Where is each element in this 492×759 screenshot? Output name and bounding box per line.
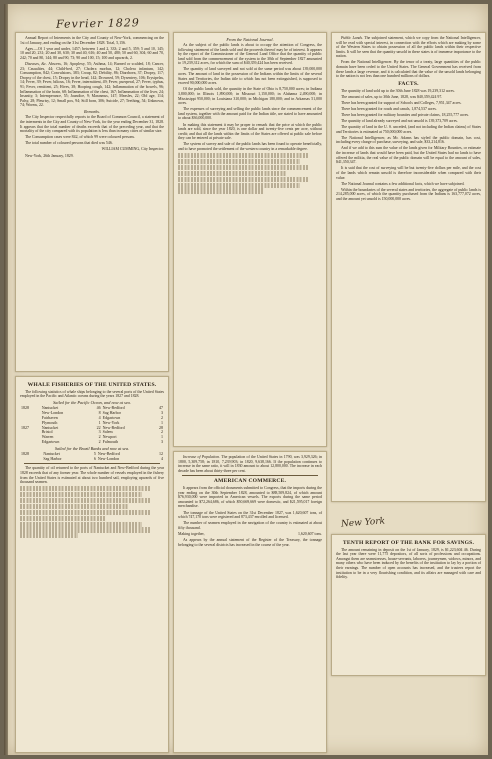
lands-sales-p3: Of the public lands sold, the quantity in the State of Ohio is 8,750,000 acres; in Indiana 3,800,000; in Illinois 1,890,000; in Missouri 1,150,000; in Alabama 2,490,000; in Mississippi 950,000; in Louisiana 310,000; in Michigan 180,000; and in Arkansas 51,000 acres.	[178, 87, 322, 106]
facts-list	[336, 89, 481, 135]
public-lands-p3: The National Intelligencer, as Mr. Adams has styled the public domain, has cost, including every charge of purchase, surveying, and sale, $33,214,816.	[336, 135, 481, 145]
remarks-text: The City Inspector respectfully reports to the Board of Common Council, a statement of the interments in the City and County of New-York, for the year ending December 31, 1828. It appears that the total number of deaths exceeds that of the preceding year, and that the mortality of the city compared with its population is less than in many cities of similar size.	[20, 115, 164, 134]
illegible-text	[20, 510, 150, 515]
table-cell: 2	[161, 429, 163, 435]
table-cell: 47	[159, 405, 163, 411]
table-cell: 6	[93, 455, 96, 461]
population-text: Increase of Population. The population of the United States in 1790, was 3,929,326; in 1800, 5,309,758; in 1810, 7,239,903; in 1820, 9,638,166. If the population continues to increase in the same ratio, it will in 1830 amount to about 12,800,000. The increase in each decade has been about thirty-three per cent.	[178, 455, 322, 473]
table-cell: 3	[98, 429, 101, 435]
illegible-text	[178, 165, 308, 170]
place-date: New-York, 26th January, 1829.	[25, 153, 74, 158]
illegible-text	[178, 177, 308, 182]
lands-sales-p5: In making this statement it may be proper to remark that the price at which the public lands are sold, since the year 1820, is one dollar and twenty-five cents per acre, without credit; and that all the lands within the limits of the States are offered at public sale before they can be entered at private sale.	[178, 122, 322, 141]
table-cell: New-Bedford	[102, 424, 125, 430]
illegible-text	[178, 159, 300, 164]
commerce-text: It appears from the official documents submitted to Congress, that the imports during the year ending on the 30th September 1828, amounted to $88,509,824, of which amount $76,930,000 were imported in American vessels. The exports during the same period amounted to $72,264,686, of which $50,669,669 were domestic, and $21,595,017 foreign merchandise.	[178, 486, 322, 509]
whale-fisheries-intro: The following statistics of whale ships belonging to the several ports of the United States employed in the Pacific and Atlantic oceans during the years 1827 and 1828.	[20, 389, 164, 399]
table-cell: 3	[161, 438, 163, 444]
clipping-public-lands-sales	[173, 32, 327, 447]
lands-sales-intro: As the subject of the public lands is about to occupy the attention of Congress, the following statement of the lands sold and the proceeds thereof may be of interest. It appears by the report of the Commissioner of the General Land Office that the quantity of public land sold from the commencement of the system to the 30th of September 1827 amounted to 19,239,312 acres, for which the sum of $40,359,424 has been received.	[178, 43, 322, 66]
commerce-text-3: The tonnage of the United States on the 31st December 1827, was 1,620,607 tons, of which 747,170 tons were registered and 873,437 enrolled and licensed.	[178, 510, 322, 520]
table-cell: Salem	[102, 429, 113, 435]
population-heading: Increase of Population.	[183, 455, 221, 459]
clipping-population-commerce	[173, 451, 327, 753]
table-cell: 4	[161, 455, 163, 461]
table-cell: 2	[161, 414, 163, 420]
table-cell: 1828	[21, 450, 29, 456]
table-cell: 8	[98, 410, 101, 416]
table-cell: Sag Harbor	[43, 455, 62, 461]
bank-savings-heading: TENTH REPORT OF THE BANK FOR SAVINGS.	[342, 540, 475, 546]
table-cell	[20, 440, 41, 445]
table-cell: 46	[96, 405, 101, 411]
bank-savings-text: The amount remaining in deposit on the 1st of January, 1829, is $1,223,604 46. During the last year there were 11,775 depositors, of all sorts of professions and occupations. Amongst them are seamstresses, house-servants, laborers, journeymen, widows, minors, and many others who have been induced by the benefits of the institution to lay by a portion of their earnings. The number of open accounts has increased, and the trustees report the institution to be in a very flourishing condition, and its affairs are managed with care and fidelity.	[336, 547, 481, 580]
table-cell: 1827	[21, 424, 29, 430]
public-lands-p2: From the National Intelligencer. By the tenor of a treaty, large quantities of the public domain have been ceded to the United States. The General Government has received from these lands a large revenue, and it is calculated that the value of the unsold lands belonging to the nation is not less than one hundred millions of dollars.	[336, 60, 481, 79]
table-cell: New-London	[97, 455, 120, 461]
table-cell: 2	[98, 434, 101, 440]
table-cell: Edgartown	[41, 438, 60, 444]
illegible-text	[178, 153, 308, 158]
table-cell: Fairhaven	[41, 414, 58, 420]
table-cell: New-London	[41, 410, 64, 416]
remarks-text-3: The total number of coloured persons that died was 546.	[25, 141, 113, 146]
public-lands-intro: Public Lands. The subjoined statement, which we copy from the National Intelligencer, will be read with special interest, in connection with the efforts which are making by some of the Western States to obtain possession of all the public lands within their respective limits. It will be seen that the quantity unsold in these states is of immense importance to the nation.	[336, 36, 482, 59]
lands-sales-p2: The quantity of land surveyed and not sold at the same period was about 139,000,000 acres. The amount of land in the possession of the Indians within the limits of the several States and Territories, the Indian title to which has not been extinguished, is supposed to exceed 90,000,000 acres.	[178, 67, 322, 86]
fact-item: The quantity of land sold up to the 30th June 1828 was 19,239,312 acres.	[341, 88, 455, 93]
table-cell: 22	[96, 424, 101, 430]
tonnage-total: Making together, 1,620,607 tons.	[178, 531, 322, 536]
table-cell: 12	[159, 450, 163, 456]
fact-item: The quantity of land in the U. S. unceded, (and not including the Indian claims) of States and Territories is estimated at 750,000,000 acres.	[336, 125, 481, 134]
table-cell: Edgartown	[102, 414, 121, 420]
fact-item: There has been granted for roads and canals, 1,874,537 acres.	[341, 106, 437, 111]
divider	[182, 475, 318, 476]
interments-ages: Ages.—Of 1 year and under, 1457; between 1 and 2, 333; 2 and 5, 359; 5 and 10, 145; 10 and 20, 231; 20 and 30, 630; 30 and 40, 616; 40 and 50, 480; 50 and 60, 304; 60 and 70, 242; 70 and 80, 144; 80 and 90, 73; 90 and 100, 15; 100 and upwards, 2.	[20, 46, 164, 60]
clipping-interments-report	[15, 32, 169, 372]
handwritten-note-mid: New York	[340, 516, 386, 530]
lands-sales-p6: The system of survey and sale of the public lands has been found to operate beneficially, and to have promoted the settlement of the western country in a remarkable degree.	[178, 142, 322, 151]
table-cell: Nantucket	[43, 450, 60, 456]
table-cell: Newport	[102, 434, 117, 440]
remarks-text-2: The Consumption cases were 842, of which 99 were coloured persons.	[25, 135, 135, 140]
interments-intro: Annual Report of Interments in the City and County of New-York, commencing on the 1st of January, and ending on the 31st December 1828. Total, 5,156.	[20, 36, 164, 45]
inspector-signature: WILLIAM CUMMING, City Inspector.	[101, 147, 164, 152]
table-row	[20, 457, 164, 462]
illegible-text	[20, 492, 142, 497]
whale-fisheries-heading: WHALE FISHERIES OF THE UNITED STATES.	[27, 382, 157, 388]
public-lands-heading: Public Lands.	[341, 36, 363, 40]
illegible-text	[20, 516, 106, 521]
illegible-text	[20, 522, 142, 527]
public-lands-p7: Within the boundaries of the several states and territories, the aggregate of public lands is 214,285,000 acres, of which the quantity purchased from the Indians is 163,777,072 acres, and the amount yet unsold is 150,000,000 acres.	[336, 187, 481, 201]
whale-table-title: Sailed for the Pacific Ocean, and now at sea.	[53, 400, 131, 406]
table-cell: Bristol	[41, 429, 53, 435]
clipping-public-lands-facts	[331, 32, 486, 502]
table-cell: Nantucket	[41, 405, 59, 411]
illegible-text	[20, 504, 128, 509]
table-cell: 3	[161, 410, 163, 416]
table-row	[20, 440, 164, 445]
table-cell: New-Bedford	[97, 450, 120, 456]
table-cell: Falmouth	[102, 438, 119, 444]
illegible-text	[20, 527, 150, 532]
handwritten-note-top: Fevrier 1829	[55, 16, 140, 31]
table-cell: 5	[93, 450, 96, 456]
table-cell: Warren	[41, 434, 54, 440]
clipping-bank-for-savings	[331, 534, 486, 676]
table-cell: 1	[161, 419, 163, 425]
fact-item: The amount of sales, up to 30th June, 1828, was $40,359,424 97.	[341, 94, 443, 99]
interments-diseases: Diseases, &c. Abscess, 16; Apoplexy, 55; Asthma, 14; Burned or scalded, 18; Cancer, 23; Casualties, 44; Child-bed, 27; Cholera morbus, 12; Cholera infantum, 142; Consumption, 842; Convulsions, 383; Croup, 82; Debility, 86; Diarrhoea, 37; Dropsy, 117; Dropsy of the chest, 15; Dropsy in the head, 142; Drowned, 59; Dysentery, 106; Erysipelas, 14; Fever, 39; Fever, bilious, 16; Fever, intermittent, 49; Fever, puerperal, 27; Fever, typhus, 91; Fever, remittent, 25; Hives, 38; Hooping cough, 142; Inflammation of the bowels, 96; Inflammation of the brain, 68; Inflammation of the chest, 167; Inflammation of the liver, 24; Insanity, 3; Intemperance, 55; Jaundice, 9; Marasmus, 147; Measles, 22; Old age, 114; Palsy, 28; Pleurisy, 12; Small pox, 94; Still born, 306; Suicide, 27; Teething, 54; Unknown, 74; Worms, 22.	[20, 61, 164, 108]
lands-sales-p4: The expenses of surveying and selling the public lands since the commencement of the land system, together with the amount paid for the Indian title, are stated to have amounted to about $36,000,000.	[178, 107, 322, 121]
fact-item: There has been granted for support of Schools and Colleges, 7,951,347 acres.	[341, 100, 462, 105]
table-cell	[20, 457, 42, 462]
clipping-whale-fisheries	[15, 376, 169, 753]
divider	[24, 463, 160, 464]
facts-heading: FACTS.	[398, 80, 419, 87]
illegible-text	[178, 171, 286, 176]
source-line: From the National Journal.	[226, 37, 274, 42]
commerce-heading: AMERICAN COMMERCE.	[213, 478, 287, 485]
table-cell: 4	[98, 414, 101, 420]
public-lands-p5: It is said that the cost of surveying will be but twenty-five dollars per mile, and the cost of the lands which remain unsold is therefore inconsiderable when compared with their value.	[336, 166, 481, 180]
binder-edge	[4, 4, 8, 755]
remarks-heading: Remarks.	[83, 109, 101, 115]
table-cell: 2	[98, 438, 101, 444]
table-cell: New-Bedford	[102, 405, 125, 411]
commerce-text-5: As appears by the annual statement of the Register of the Treasury, the tonnage belonging to the several districts has increased in the course of the year.	[178, 538, 322, 547]
newspaper-sheet	[4, 4, 488, 755]
table-cell: New-York	[102, 419, 120, 425]
fact-item: The quantity of land already surveyed and not unsold is 139,373,709 acres.	[341, 119, 458, 124]
table-cell: 1	[98, 419, 101, 425]
illegible-text	[20, 498, 150, 503]
public-lands-p6: The National Journal contains a few additional facts, which we have subjoined.	[341, 181, 465, 186]
table-cell: 1828	[21, 405, 29, 411]
illegible-text	[178, 188, 264, 193]
table-cell: 28	[159, 424, 163, 430]
whale-table	[20, 406, 164, 444]
illegible-text	[20, 486, 150, 491]
whale-fisheries-footer: The quantity of oil returned to the ports of Nantucket and New-Bedford during the year 1828 exceeds that of any former year. The whole number of vessels employed in the fishery from the United States is estimated at about two hundred sail, employing upwards of five thousand seamen.	[20, 466, 164, 485]
fact-item: There has been granted for military bounties and private claims, 18,255,777 acres.	[341, 112, 470, 117]
illegible-text	[20, 533, 78, 538]
illegible-text	[178, 183, 300, 188]
table-cell: Plymouth	[41, 419, 58, 425]
commerce-text-4: The number of seamen employed in the navigation of the country is estimated at about fifty thousand.	[178, 521, 322, 530]
table-cell: 1	[161, 434, 163, 440]
whale-table-2	[20, 452, 164, 462]
whale-table-title-2: Sailed for the Brazil Banks and now at sea.	[54, 445, 130, 451]
public-lands-p4: And if we add to this sum the value of the lands given for Military Bounties, or estimate the increase of lands that would have been paid, but the United States had no lands to have offered the militia, the real value of the public domain will be equal to the amount of sales, $41,350,347.	[336, 146, 481, 165]
table-cell: Sag Harbor	[102, 410, 121, 416]
table-cell: Nantucket	[41, 424, 59, 430]
